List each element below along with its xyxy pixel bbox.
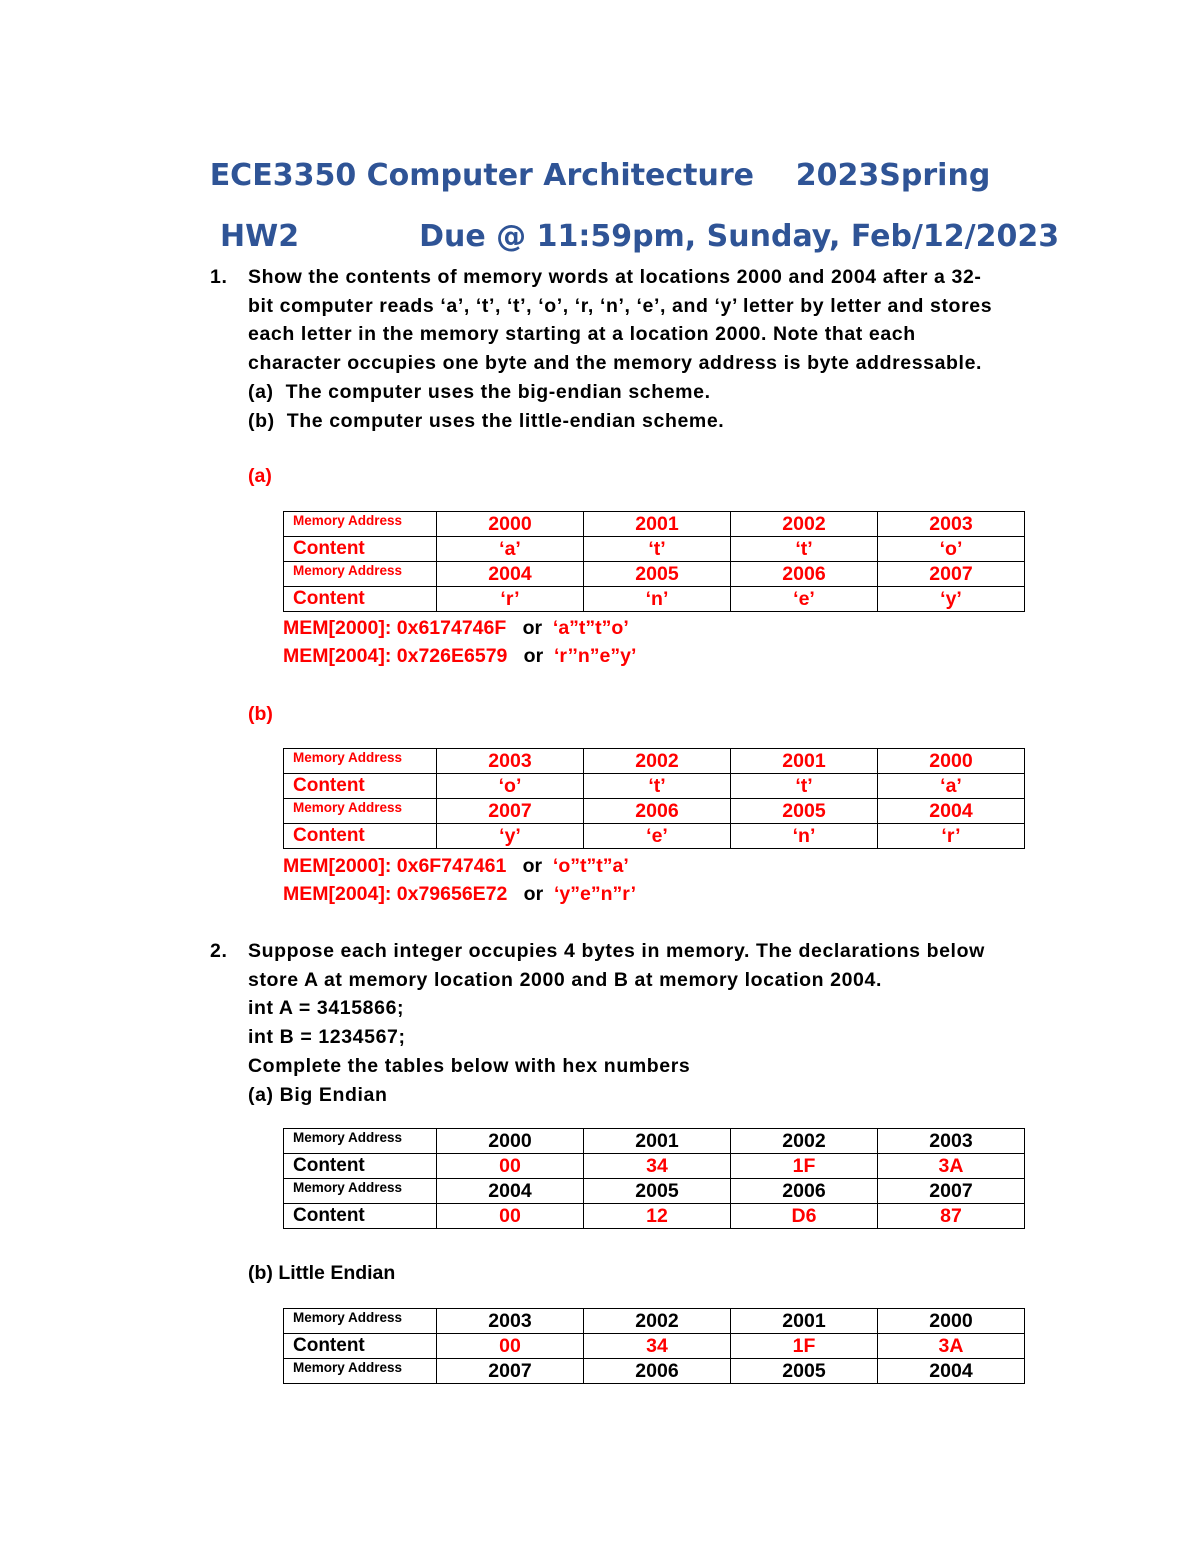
question-part-b: (b) Little Endian [248, 1262, 396, 1284]
table-cell: 2001 [731, 1309, 878, 1334]
table-cell: 2006 [731, 562, 878, 587]
mem-chars: ‘r’’n”e”y’ [554, 645, 637, 667]
table-cell: ‘t’ [584, 774, 731, 799]
row-header: Memory Address [284, 749, 437, 774]
row-header: Content [284, 537, 437, 562]
q2-table-b [283, 1308, 1025, 1384]
table-cell: 2006 [584, 799, 731, 824]
table-cell: 2000 [878, 749, 1025, 774]
table-cell: 1F [731, 1154, 878, 1179]
table-cell: 2001 [584, 1129, 731, 1154]
question-text-line: Suppose each integer occupies 4 bytes in memory. The declarations below [248, 940, 985, 962]
row-header: Memory Address [284, 1129, 437, 1154]
table-cell: 2003 [878, 1129, 1025, 1154]
table-cell: 2007 [437, 799, 584, 824]
row-header: Content [284, 1154, 437, 1179]
table-cell: 2004 [437, 562, 584, 587]
mem-answer-line [283, 855, 629, 878]
page-title: ECE3350 Computer Architecture 2023Spring [209, 158, 991, 193]
table-cell: 2000 [878, 1309, 1025, 1334]
question-2 [210, 937, 1040, 1109]
table-cell: 3A [878, 1154, 1025, 1179]
row-header: Content [284, 774, 437, 799]
due-date: Due @ 11:59pm, Sunday, Feb/12/2023 [419, 219, 1060, 254]
question-text-line: character occupies one byte and the memory address is byte addressable. [248, 352, 983, 375]
table-cell: 34 [584, 1334, 731, 1359]
table-cell: 1F [731, 1334, 878, 1359]
question-text-line: store A at memory location 2000 and B at memory location 2004. [248, 968, 882, 991]
mem-value: MEM[2000]: 0x6174746F [283, 617, 507, 639]
table-cell: 2006 [731, 1179, 878, 1204]
table-cell: ‘t’ [584, 537, 731, 562]
mem-answer-line [283, 617, 629, 640]
table-cell: ‘a’ [437, 537, 584, 562]
table-row [284, 1334, 1025, 1359]
hw-number: HW2 [220, 219, 300, 254]
question-text-line: Complete the tables below with hex numbers [248, 1054, 691, 1077]
table-cell: ‘o’ [437, 774, 584, 799]
table-row [284, 1204, 1025, 1229]
table-cell: 00 [437, 1154, 584, 1179]
table-cell: 00 [437, 1204, 584, 1229]
table-cell: 87 [878, 1204, 1025, 1229]
hw-header [220, 219, 1060, 254]
or-text: or [522, 855, 543, 877]
table-cell: 2001 [584, 512, 731, 537]
table-cell: 2000 [437, 512, 584, 537]
table-row [284, 1359, 1025, 1384]
q2-table-a [283, 1128, 1025, 1229]
mem-chars: ‘y”e”n”r’ [554, 883, 636, 905]
mem-chars: ‘a”t”t”o’ [552, 617, 629, 639]
mem-value: MEM[2004]: 0x726E6579 [283, 645, 508, 667]
question-text-line: int B = 1234567; [248, 1026, 406, 1049]
question-part-a: (a) Big Endian [248, 1083, 388, 1106]
table-cell: 3A [878, 1334, 1025, 1359]
table-cell: 2006 [584, 1359, 731, 1384]
table-cell: ‘e’ [584, 824, 731, 849]
table-cell: ‘a’ [878, 774, 1025, 799]
mem-answer-line [283, 645, 636, 668]
table-cell: 2004 [878, 1359, 1025, 1384]
table-cell: 2003 [437, 749, 584, 774]
question-part-b: (b) The computer uses the little-endian scheme. [248, 409, 725, 432]
row-header: Content [284, 1204, 437, 1229]
question-1 [210, 263, 1040, 435]
table-row [284, 587, 1025, 612]
table-cell: 2003 [437, 1309, 584, 1334]
table-cell: 2002 [584, 749, 731, 774]
table-row [284, 512, 1025, 537]
row-header: Memory Address [284, 799, 437, 824]
question-number: 1. [210, 266, 228, 288]
mem-value: MEM[2004]: 0x79656E72 [283, 883, 508, 905]
table-row [284, 799, 1025, 824]
table-cell: ‘o’ [878, 537, 1025, 562]
table-cell: ‘n’ [584, 587, 731, 612]
table-cell: 2005 [584, 1179, 731, 1204]
table-row [284, 562, 1025, 587]
table-cell: 2007 [437, 1359, 584, 1384]
table-cell: 2003 [878, 512, 1025, 537]
table-row [284, 1154, 1025, 1179]
answer-b-label: (b) [248, 703, 273, 725]
table-cell: 12 [584, 1204, 731, 1229]
table-cell: ‘r’ [878, 824, 1025, 849]
or-text: or [523, 645, 544, 667]
table-cell: 34 [584, 1154, 731, 1179]
table-cell: 2005 [584, 562, 731, 587]
row-header: Memory Address [284, 1309, 437, 1334]
or-text: or [523, 883, 544, 905]
row-header: Memory Address [284, 1359, 437, 1384]
table-row [284, 824, 1025, 849]
mem-value: MEM[2000]: 0x6F747461 [283, 855, 507, 877]
table-cell: 2001 [731, 749, 878, 774]
row-header: Content [284, 587, 437, 612]
table-row [284, 1179, 1025, 1204]
question-number: 2. [210, 940, 228, 962]
row-header: Content [284, 1334, 437, 1359]
table-cell: ‘r’ [437, 587, 584, 612]
table-cell: 2002 [731, 1129, 878, 1154]
table-cell: 2005 [731, 799, 878, 824]
question-part-a: (a) The computer uses the big-endian scheme. [248, 380, 711, 403]
table-row [284, 749, 1025, 774]
question-text-line: int A = 3415866; [248, 997, 405, 1020]
table-cell: ‘n’ [731, 824, 878, 849]
table-cell: 2007 [878, 1179, 1025, 1204]
question-text-line: bit computer reads ‘a’, ‘t’, ‘t’, ‘o’, ‘r, ‘n’, ‘e’, and ‘y’ letter by letter and stores [248, 294, 993, 317]
table-cell: ‘t’ [731, 537, 878, 562]
or-text: or [522, 617, 543, 639]
table-cell: ‘t’ [731, 774, 878, 799]
q1-table-b [283, 748, 1025, 849]
row-header: Memory Address [284, 1179, 437, 1204]
mem-answer-line [283, 883, 636, 906]
table-cell: D6 [731, 1204, 878, 1229]
table-cell: 2004 [878, 799, 1025, 824]
table-cell: 2002 [584, 1309, 731, 1334]
question-text-line: Show the contents of memory words at locations 2000 and 2004 after a 32- [248, 266, 982, 288]
row-header: Memory Address [284, 512, 437, 537]
table-row [284, 1129, 1025, 1154]
table-cell: 2004 [437, 1179, 584, 1204]
table-cell: ‘y’ [437, 824, 584, 849]
table-cell: 2002 [731, 512, 878, 537]
q1-table-a [283, 511, 1025, 612]
answer-a-label: (a) [248, 465, 272, 487]
row-header: Content [284, 824, 437, 849]
question-text-line: each letter in the memory starting at a location 2000. Note that each [248, 323, 916, 346]
table-cell: 2005 [731, 1359, 878, 1384]
table-row [284, 537, 1025, 562]
table-cell: 2000 [437, 1129, 584, 1154]
table-cell: ‘e’ [731, 587, 878, 612]
mem-chars: ‘o”t”t”a’ [552, 855, 629, 877]
table-cell: 00 [437, 1334, 584, 1359]
table-row [284, 774, 1025, 799]
table-cell: 2007 [878, 562, 1025, 587]
row-header: Memory Address [284, 562, 437, 587]
table-row [284, 1309, 1025, 1334]
table-cell: ‘y’ [878, 587, 1025, 612]
